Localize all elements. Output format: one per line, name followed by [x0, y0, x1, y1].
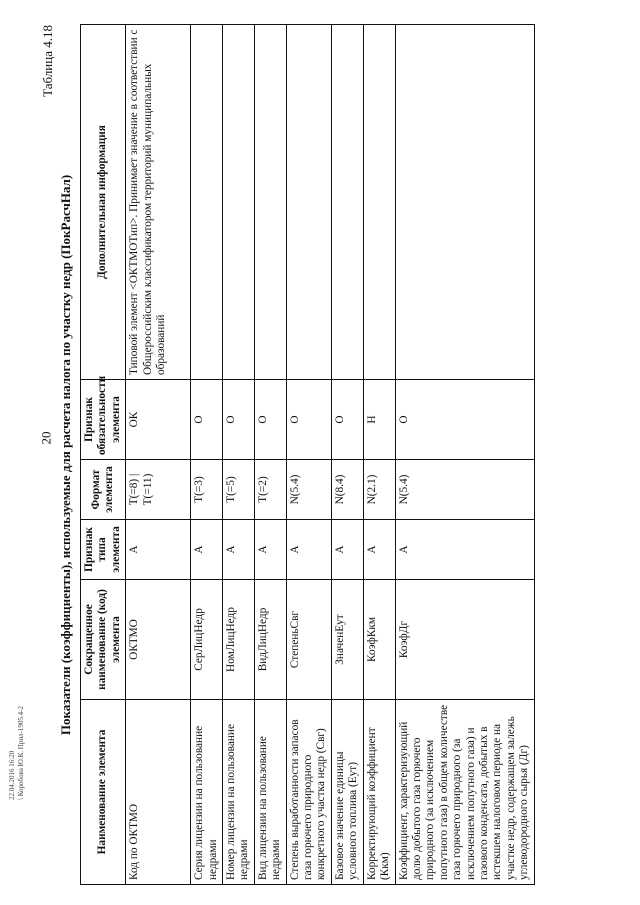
cell-type: А [254, 520, 286, 580]
cell-type: А [223, 520, 255, 580]
cell-info [395, 25, 534, 380]
cell-required: О [254, 380, 286, 460]
cell-required: О [395, 380, 534, 460]
cell-format: N(2.1) [363, 460, 395, 520]
cell-type: А [331, 520, 363, 580]
cell-code: ЗначенЕут [331, 580, 363, 700]
table-row [191, 25, 223, 885]
cell-info [254, 25, 286, 380]
rotated-page-content [40, 25, 605, 885]
cell-type: А [363, 520, 395, 580]
cell-code: СтепеньСвг [286, 580, 331, 700]
header-cell: Признак типа элемента [81, 520, 126, 580]
header-cell: Дополнительная информация [81, 25, 126, 380]
cell-type: А [395, 520, 534, 580]
table-id: Таблица 4.18 [40, 25, 55, 97]
table-row [254, 25, 286, 885]
header-cell: Формат элемента [81, 460, 126, 520]
footer-line: 22.04.2016 16:20 [8, 750, 16, 800]
cell-code: НомЛицНедр [223, 580, 255, 700]
cell-code: КоэфКкм [363, 580, 395, 700]
cell-name: Базовое значение единицы условного топлива (Еут) [331, 700, 363, 885]
cell-name: Вид лицензии на пользование недрами [254, 700, 286, 885]
table-row [395, 25, 534, 885]
cell-code: КоэфДг [395, 580, 534, 700]
cell-format: T(=3) [191, 460, 223, 520]
cell-format: T(=5) [223, 460, 255, 520]
footer-line: \ Коробова Ю.К. Прил-1905.4-2 [17, 706, 25, 800]
table-caption: Показатели (коэффициенты), используемые для расчета налога по участку недр (ПокРасчНал) [58, 174, 73, 736]
table-row [331, 25, 363, 885]
cell-required: О [223, 380, 255, 460]
cell-code: ОКТМО [126, 580, 191, 700]
table-row [363, 25, 395, 885]
cell-name: Корректирующий коэффициент (Ккм) [363, 700, 395, 885]
cell-required: ОК [126, 380, 191, 460]
header-cell: Наименование элемента [81, 700, 126, 885]
cell-required: О [191, 380, 223, 460]
cell-name: Номер лицензии на пользование недрами [223, 700, 255, 885]
cell-info [363, 25, 395, 380]
cell-type: А [286, 520, 331, 580]
cell-format: N(8.4) [331, 460, 363, 520]
cell-required: Н [363, 380, 395, 460]
cell-type: А [191, 520, 223, 580]
print-footer [8, 680, 26, 800]
cell-name: Степень выработанности запасов газа горючего природного конкретного участка недр (Свг) [286, 700, 331, 885]
cell-format: N(5.4) [395, 460, 534, 520]
header-row [81, 25, 126, 885]
cell-format: N(5.4) [286, 460, 331, 520]
cell-info [191, 25, 223, 380]
header-cell: Признак обязательности элемента [81, 380, 126, 460]
table-row [223, 25, 255, 885]
cell-info [286, 25, 331, 380]
cell-code: ВидЛицНедр [254, 580, 286, 700]
cell-name: Коэффициент, характеризующий долю добытого газа горючего природного (за исключением попутного газа) в общем количестве газа горючего природного (за исключением попутного газа) и газового конденсата, добытых в истекшем налоговом периоде на участке недр, содержащем залежь углеводородного сырья (Дг) [395, 700, 534, 885]
data-table [80, 24, 535, 885]
cell-format: T(=2) [254, 460, 286, 520]
cell-info: Типовой элемент <ОКТМОТип>. Принимает значение в соответствии с Общероссийским классификатором территорий муниципальных образований [126, 25, 191, 380]
cell-name: Серия лицензии на пользование недрами [191, 700, 223, 885]
cell-info [331, 25, 363, 380]
table-row [126, 25, 191, 885]
table-row [286, 25, 331, 885]
cell-code: СерЛицНедр [191, 580, 223, 700]
header-cell: Сокращенное наименование (код) элемента [81, 580, 126, 700]
cell-name: Код по ОКТМО [126, 700, 191, 885]
cell-type: А [126, 520, 191, 580]
cell-required: О [331, 380, 363, 460]
page-number: 20 [38, 431, 54, 445]
cell-format: T(=8) | T(=11) [126, 460, 191, 520]
cell-info [223, 25, 255, 380]
cell-required: О [286, 380, 331, 460]
